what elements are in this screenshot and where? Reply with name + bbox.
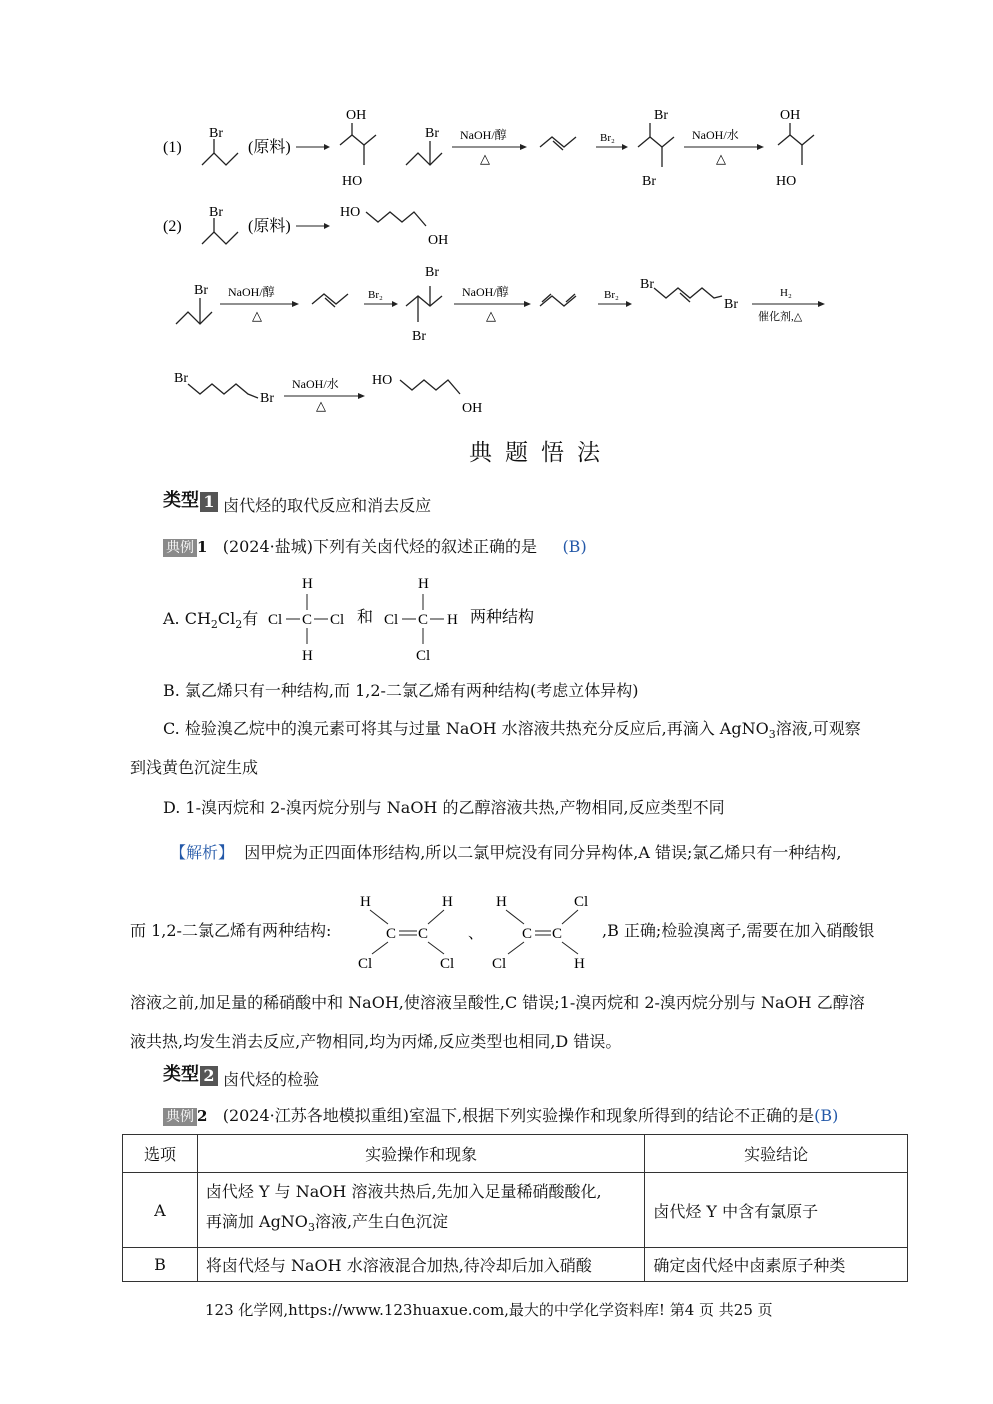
option-b: B. 氯乙烯只有一种结构,而 1,2-二氯乙烯有两种结构(考虑立体异构)	[163, 681, 639, 700]
svg-text:C: C	[552, 926, 563, 942]
svg-text:HO: HO	[776, 174, 797, 189]
table-row: A 卤代烃 Y 与 NaOH 溶液共热后,先加入足量稀硝酸酸化, 再滴加 AgNO$_3$溶液,产生白色沉淀 卤代烃 Y 中含有氯原子	[123, 1173, 908, 1248]
example2-stem: 典例 2 (2024·江苏各地模拟重组)室温下,根据下列实验操作和现象所得到的结论不正确的是(B)	[163, 1105, 838, 1127]
svg-text:Br₂: Br₂	[600, 132, 615, 144]
svg-text:Br: Br	[260, 391, 274, 406]
svg-text:Br: Br	[209, 205, 223, 220]
svg-text:H: H	[302, 648, 313, 664]
svg-text:Cl: Cl	[330, 612, 345, 628]
svg-text:(原料): (原料)	[248, 218, 291, 235]
svg-text:C: C	[418, 612, 429, 628]
svg-text:Br: Br	[724, 297, 738, 312]
svg-text:△: △	[316, 398, 326, 413]
dichloromethane-structures	[262, 572, 552, 668]
type-number: 1	[200, 492, 218, 512]
svg-text:OH: OH	[428, 233, 449, 248]
svg-text:NaOH/水: NaOH/水	[692, 128, 739, 142]
svg-text:Br: Br	[425, 265, 439, 280]
svg-text:Cl: Cl	[492, 956, 507, 972]
svg-text:Cl: Cl	[440, 956, 455, 972]
svg-text:NaOH/水: NaOH/水	[292, 377, 339, 391]
svg-text:Br: Br	[642, 174, 656, 189]
bromobutane-structure	[202, 139, 238, 165]
svg-text:Cl: Cl	[358, 956, 373, 972]
svg-text:和: 和	[357, 609, 374, 626]
header-cell: 实验结论	[645, 1135, 908, 1173]
type1-header	[163, 490, 432, 515]
synthesis-route-2-target	[0, 198, 993, 258]
svg-text:Br: Br	[640, 277, 654, 292]
butanediol-structure	[340, 123, 376, 165]
option-a: A. $CH_2Cl_2$有	[163, 609, 259, 632]
svg-text:H: H	[442, 894, 453, 910]
option-d: D. 1-溴丙烷和 2-溴丙烷分别与 NaOH 的乙醇溶液共热,产物相同,反应类型不同	[163, 798, 725, 817]
table-header-row	[123, 1135, 908, 1173]
svg-text:两种结构: 两种结构	[470, 609, 535, 626]
svg-text:H: H	[360, 894, 371, 910]
svg-text:△: △	[480, 151, 490, 166]
oh-label: OH	[346, 108, 367, 123]
synthesis-route-2-steps	[0, 262, 993, 352]
route1-label: (1)	[163, 139, 182, 156]
svg-text:C: C	[302, 612, 313, 628]
butadiene-structure	[540, 294, 576, 306]
svg-text:△: △	[716, 151, 726, 166]
section-heading: 典题悟法	[469, 440, 613, 466]
svg-text:H: H	[574, 956, 585, 972]
svg-text:H: H	[302, 576, 313, 592]
experiment-table	[122, 1134, 908, 1282]
svg-text:Br₂: Br₂	[368, 289, 383, 301]
svg-text:Br: Br	[194, 283, 208, 298]
page-footer: 123 化学网,https://www.123huaxue.com,最大的中学化学资料库! 第4 页 共25 页	[205, 1301, 773, 1319]
svg-text:NaOH/醇: NaOH/醇	[462, 285, 509, 299]
svg-text:、: 、	[468, 926, 484, 942]
svg-text:HO: HO	[372, 373, 393, 388]
svg-text:HO: HO	[340, 205, 361, 220]
header-cell: 选项	[123, 1135, 198, 1173]
svg-text:Br: Br	[425, 126, 439, 141]
synthesis-route-1	[0, 95, 993, 195]
example-badge: 典例	[163, 539, 197, 557]
example1-stem: 典例 1 (2024·盐城)下列有关卤代烃的叙述正确的是 (B)	[163, 536, 587, 558]
svg-text:C: C	[418, 926, 429, 942]
svg-text:Cl: Cl	[384, 612, 399, 628]
svg-text:H: H	[418, 576, 429, 592]
svg-text:Br: Br	[412, 329, 426, 344]
svg-text:(2): (2)	[163, 218, 182, 235]
svg-text:OH: OH	[462, 401, 483, 416]
raw-material-label: (原料)	[248, 139, 291, 156]
svg-text:OH: OH	[780, 108, 801, 123]
svg-text:△: △	[486, 308, 496, 323]
svg-text:H: H	[447, 612, 458, 628]
svg-text:Cl: Cl	[574, 894, 589, 910]
svg-text:Cl: Cl	[268, 612, 283, 628]
type-title: 卤代烃的取代反应和消去反应	[223, 496, 432, 515]
svg-text:H₂: H₂	[780, 287, 792, 299]
svg-text:催化剂,△: 催化剂,△	[758, 311, 803, 323]
dichloroethene-isomers	[352, 888, 602, 974]
br-label: Br	[209, 126, 223, 141]
answer: (B)	[562, 537, 587, 556]
arrow-condition: NaOH/醇	[460, 128, 507, 142]
svg-text:NaOH/醇: NaOH/醇	[228, 285, 275, 299]
svg-text:Br: Br	[174, 371, 188, 386]
synthesis-route-2-final	[0, 360, 993, 420]
table-row: B 将卤代烃与 NaOH 水溶液混合加热,待冷却后加入硝酸 确定卤代烃中卤素原子种类	[123, 1248, 908, 1282]
svg-text:Br: Br	[654, 108, 668, 123]
svg-text:H: H	[496, 894, 507, 910]
analysis-label: 【解析】	[170, 843, 235, 862]
svg-text:C: C	[522, 926, 533, 942]
svg-text:C: C	[386, 926, 397, 942]
option-c: C. 检验溴乙烷中的溴元素可将其与过量 NaOH 水溶液共热充分反应后,再滴入 AgNO$_3$溶液,可观察	[163, 719, 861, 742]
analysis: 【解析】 因甲烷为正四面体形结构,所以二氯甲烷没有同分异构体,A 错误;氯乙烯只有一种结构,	[170, 843, 842, 862]
butene-structure	[540, 137, 576, 150]
ho-label: HO	[342, 174, 363, 189]
svg-text:△: △	[252, 308, 262, 323]
type2-header: 类型 2 卤代烃的检验	[163, 1064, 320, 1089]
svg-text:Cl: Cl	[416, 648, 431, 664]
type-badge: 类型	[163, 490, 199, 511]
header-cell: 实验操作和现象	[197, 1135, 644, 1173]
svg-text:Br₂: Br₂	[604, 289, 619, 301]
butanediol-14-structure	[366, 212, 426, 226]
